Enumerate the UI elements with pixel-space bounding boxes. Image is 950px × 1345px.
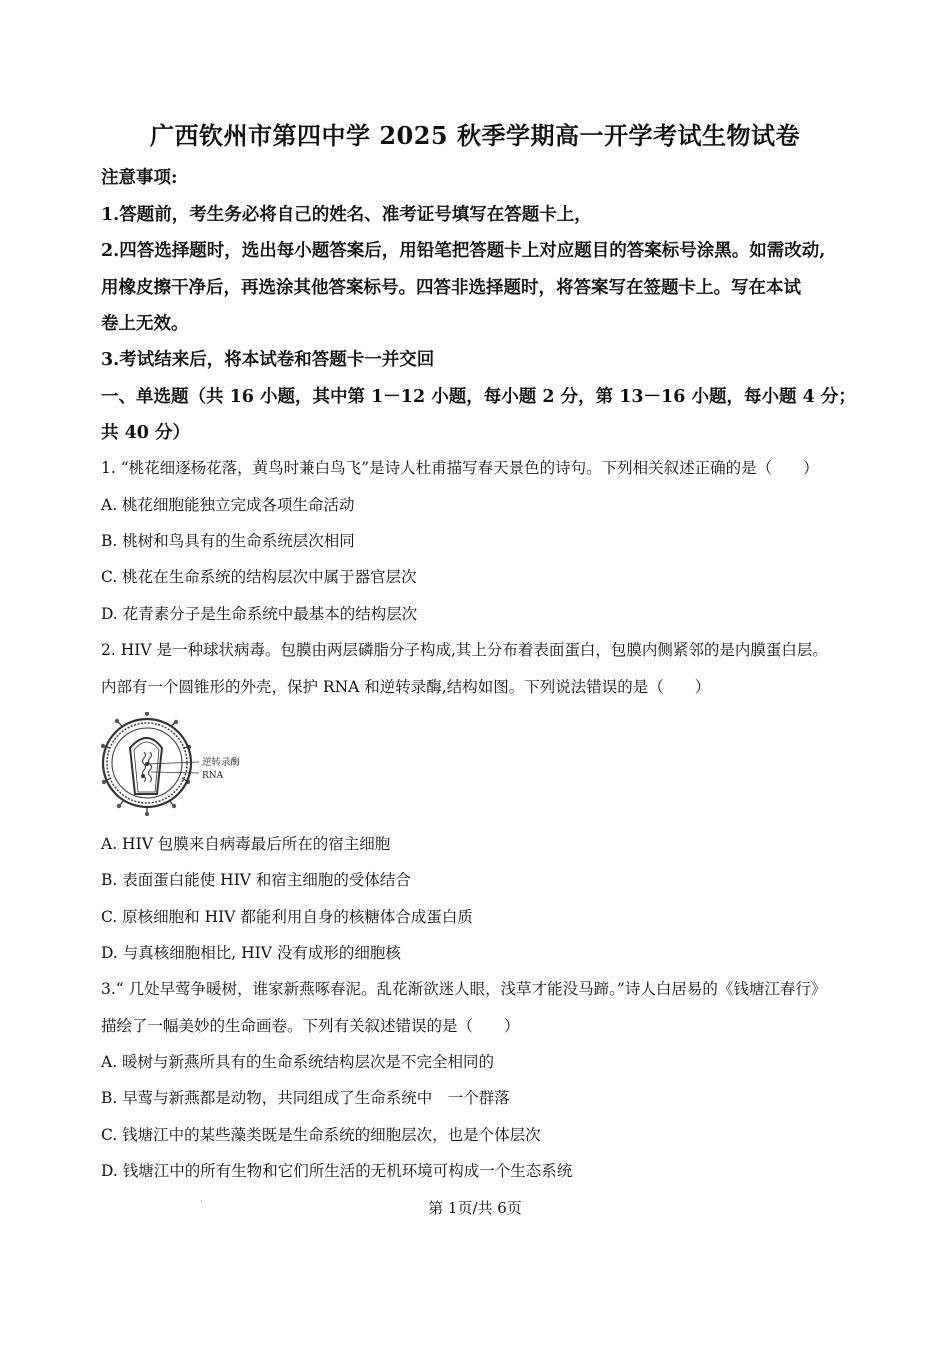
q3-stem-line-1: 3.“ 几处早莺争暖树，谁家新燕啄春泥。乱花渐欲迷人眼，浅草才能没马蹄。”诗人白居易的《钱塘江春行》	[101, 980, 827, 998]
q3-option-b: B. 早莺与新燕都是动物，共同组成了生命系统中 一个群落	[101, 1089, 510, 1107]
q2-option-d: D. 与真核细胞相比, HIV 没有成形的细胞核	[101, 944, 401, 962]
q2-option-b: B. 表面蛋白能使 HIV 和宿主细胞的受体结合	[101, 871, 411, 889]
q1-option-a: A. 桃花细胞能独立完成各项生命活动	[101, 496, 355, 514]
label-rna: RNA	[202, 771, 224, 781]
notice-line-4: 卷上无效。	[101, 314, 189, 334]
section-heading: 一、单选题（共 16 小题，其中第 1－12 小题，每小题 2 分，第 13－16 小题，每小题 4 分；	[101, 387, 856, 407]
q2-option-a: A. HIV 包膜来自病毒最后所在的宿主细胞	[101, 835, 391, 853]
page-title: 广西钦州市第四中学 2025 秋季学期高一开学考试生物试卷	[149, 121, 800, 150]
q1-option-c: C. 桃花在生命系统的结构层次中属于器官层次	[101, 568, 417, 586]
section-heading-cont: 共 40 分）	[101, 423, 191, 443]
q2-stem-line-2: 内部有一个圆锥形的外壳，保护 RNA 和逆转录酶,结构如图。下列说法错误的是（ ）	[101, 678, 711, 696]
q3-option-c: C. 钱塘江中的某些藻类既是生命系统的细胞层次，也是个体层次	[101, 1126, 541, 1144]
q1-option-b: B. 桃树和鸟具有的生命系统层次相同	[101, 532, 355, 550]
q2-stem-line-1: 2. HIV 是一种球状病毒。包膜由两层磷脂分子构成,其上分布着表面蛋白，包膜内侧紧邻的是内膜蛋白层。	[101, 641, 828, 659]
q3-option-d: D. 钱塘江中的所有生物和它们所生活的无机环境可构成一个生态系统	[101, 1162, 573, 1180]
q2-option-c: C. 原核细胞和 HIV 都能利用自身的核糖体合成蛋白质	[101, 908, 473, 926]
notice-heading: 注意事项:	[101, 168, 178, 188]
notice-line-2: 2.四答选择题时，选出每小题答案后，用铅笔把答题卡上对应题目的答案标号涂黑。如需改动,	[101, 241, 826, 261]
q1-option-d: D. 花青素分子是生命系统中最基本的结构层次	[101, 605, 418, 623]
page-number-footer: 第 1页/共 6页	[428, 1199, 522, 1217]
notice-line-1: 1.答题前，考生务必将自己的姓名、准考证号填写在答题卡上，	[101, 205, 592, 225]
notice-line-3: 用橡皮擦干净后，再选涂其他答案标号。四答非选择题时，将答案写在签题卡上。写在本试	[101, 278, 801, 298]
label-reverse-transcriptase: 逆转录酶	[202, 757, 241, 768]
stray-mark: ·	[200, 1197, 203, 1206]
q3-option-a: A. 暖树与新燕所具有的生命系统结构层次是不完全相同的	[101, 1053, 495, 1071]
q3-stem-line-2: 描绘了一幅美妙的生命画卷。下列有关叙述错误的是（ ）	[101, 1017, 520, 1035]
label-line-rna	[151, 772, 199, 773]
q1-stem: 1. “桃花细逐杨花落，黄鸟时兼白鸟飞”是诗人杜甫描写春天景色的诗句。下列相关叙述正确的是（ ）	[101, 459, 819, 477]
hiv-structure-figure	[99, 712, 269, 816]
notice-line-5: 3.考试结来后，将本试卷和答题卡一并交回	[101, 350, 435, 370]
